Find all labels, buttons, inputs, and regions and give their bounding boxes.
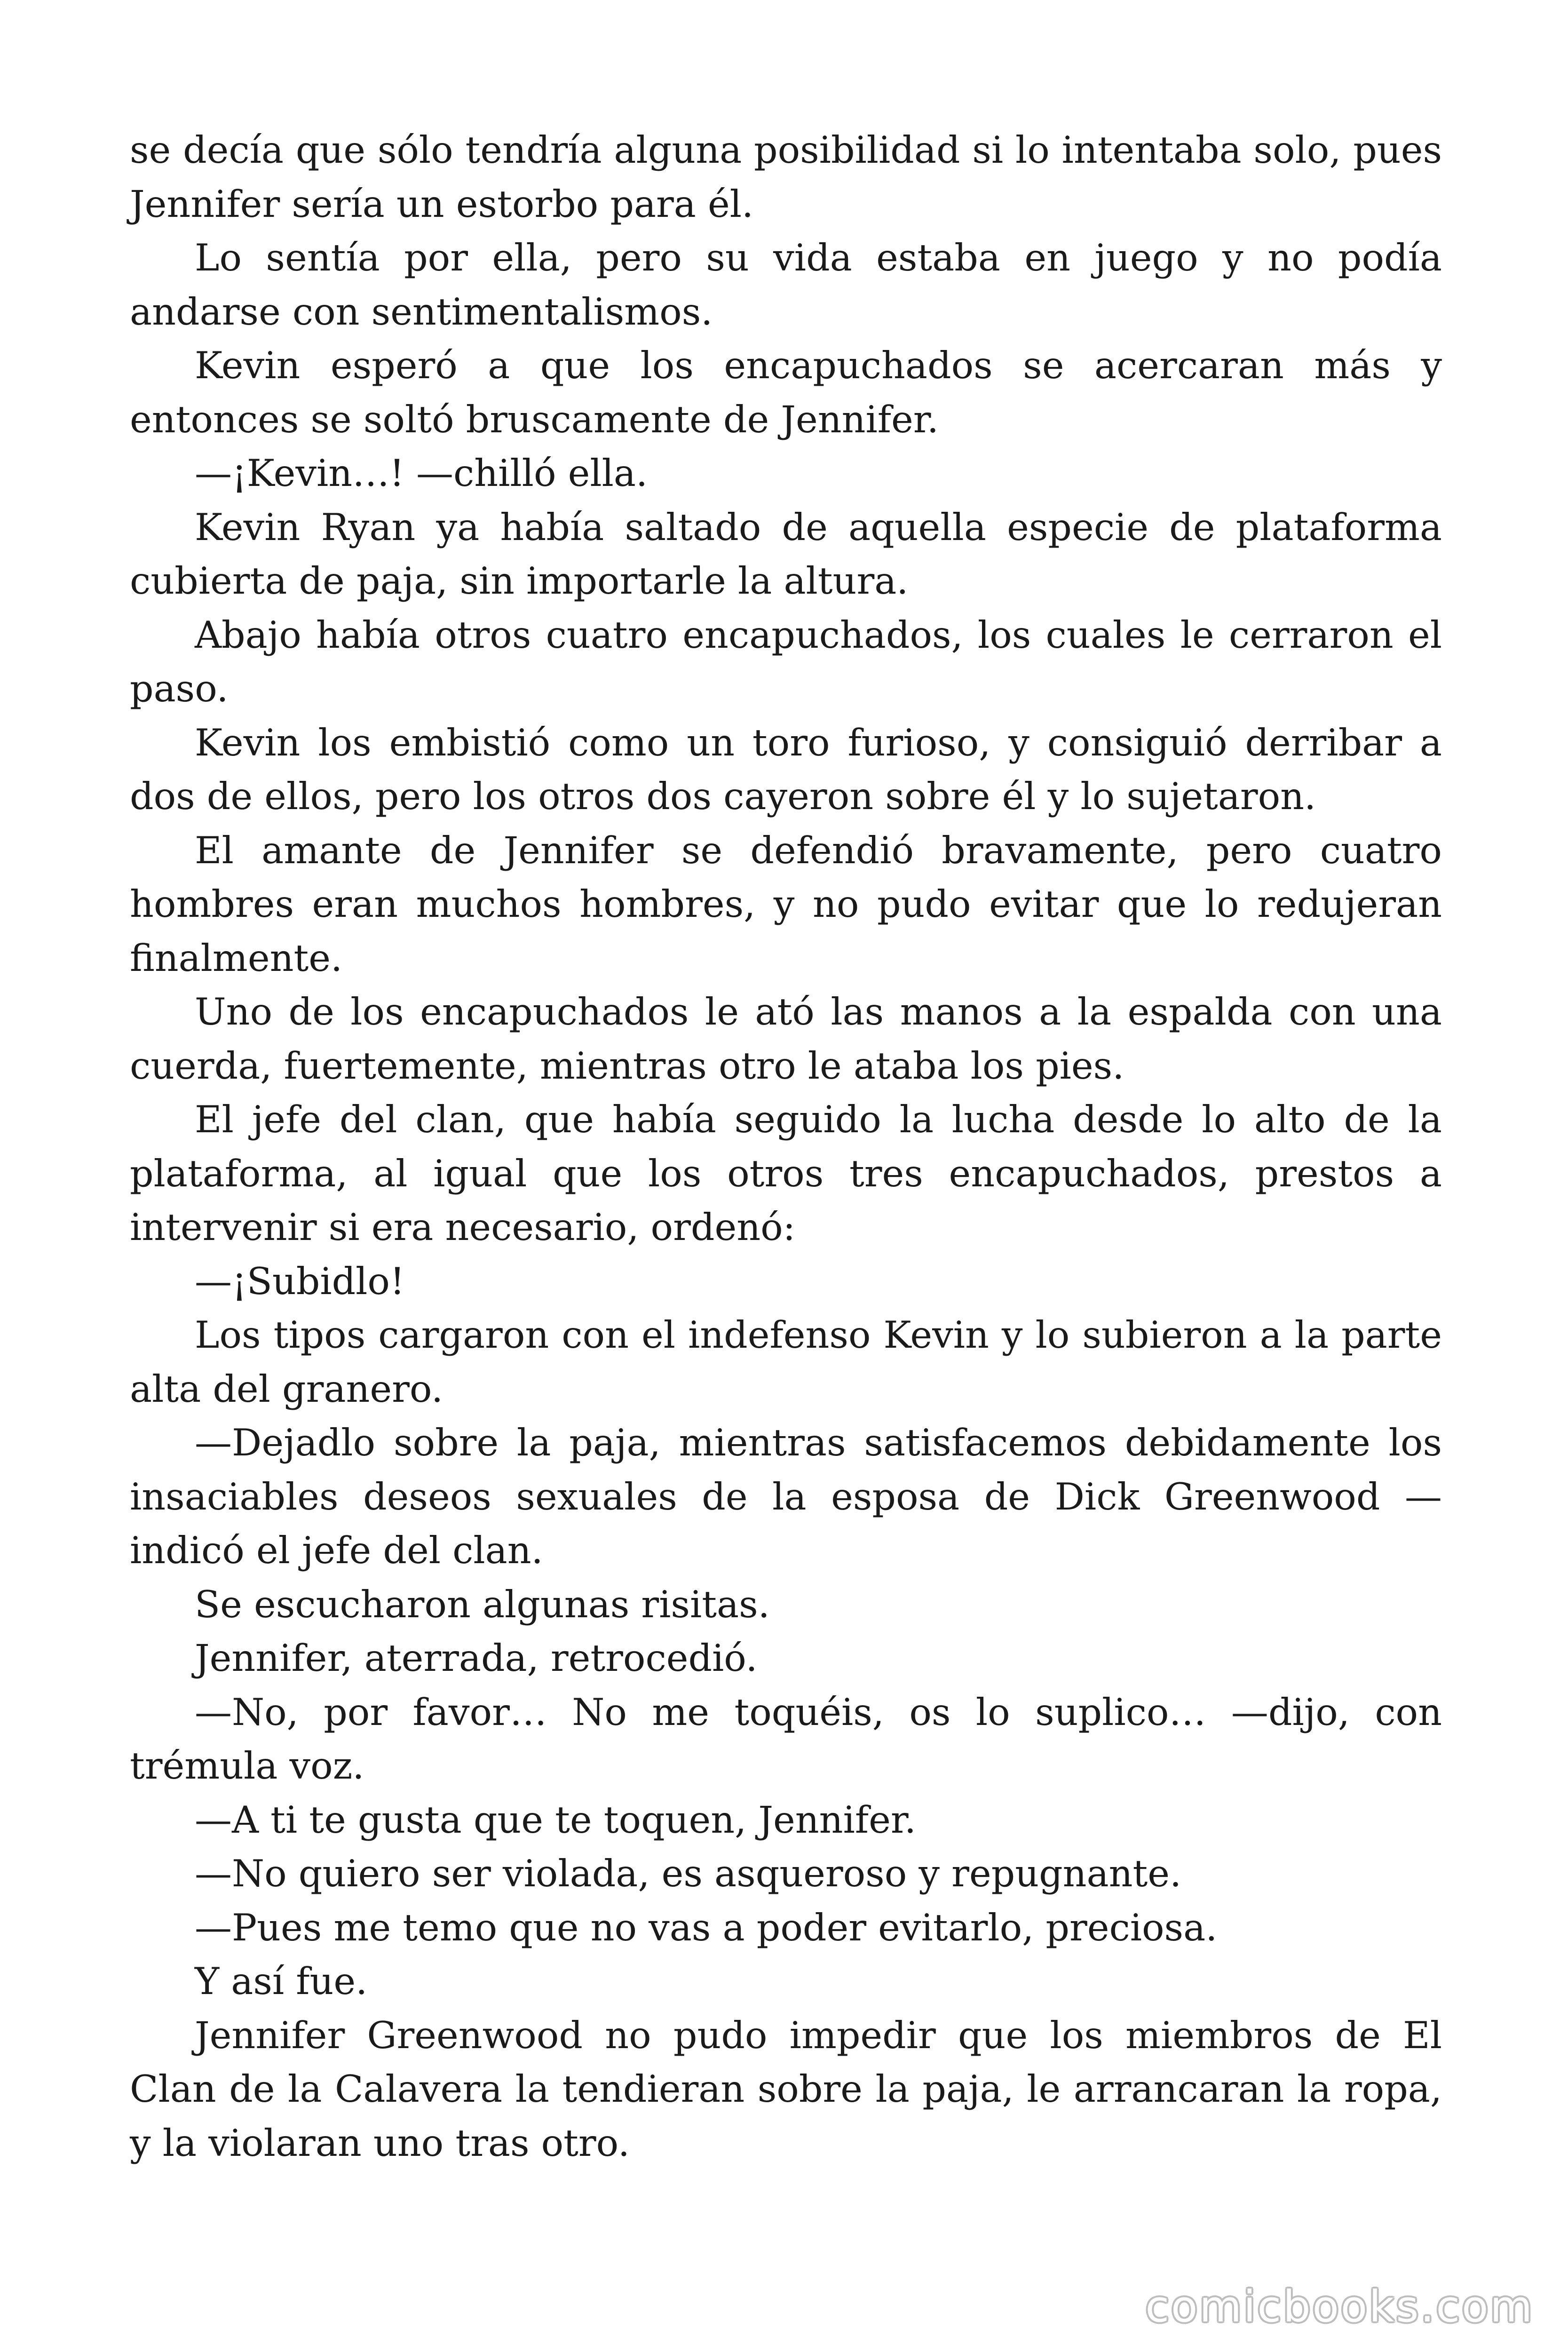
paragraph: —¡Subidlo! (195, 1259, 405, 1303)
paragraph: Jennifer Greenwood no pudo impedir que los miembros de El Clan de la Calavera la tendieran sobre la paja, le arrancaran la ropa, y la violaran uno tras otro. (130, 2013, 1442, 2165)
paragraph: Los tipos cargaron con el indefenso Kevin y lo subieron a la parte alta del granero. (130, 1313, 1442, 1411)
paragraph: Jennifer, aterrada, retrocedió. (195, 1637, 758, 1680)
paragraph: El jefe del clan, que había seguido la lucha desde lo alto de la plataforma, al igual que los otros tres encapuchados, prestos a intervenir si era necesario, ordenó: (130, 1098, 1442, 1249)
paragraph: se decía que sólo tendría alguna posibilidad si lo intentaba solo, pues Jennifer sería un estorbo para él. (130, 128, 1442, 226)
paragraph: Kevin esperó a que los encapuchados se acercaran más y entonces se soltó bruscamente de Jennifer. (130, 344, 1442, 441)
paragraph: —Pues me temo que no vas a poder evitarlo, preciosa. (195, 1906, 1218, 1949)
paragraph: Se escucharon algunas risitas. (195, 1582, 770, 1626)
paragraph: Abajo había otros cuatro encapuchados, los cuales le cerraron el paso. (130, 613, 1442, 710)
paragraph: Lo sentía por ella, pero su vida estaba en juego y no podía andarse con sentimentalismos. (130, 236, 1442, 334)
watermark-text: comicbooks.com (1145, 2281, 1534, 2332)
paragraph: El amante de Jennifer se defendió bravamente, pero cuatro hombres eran muchos hombres, y no pudo evitar que lo redujeran finalmente. (130, 828, 1442, 980)
paragraph: Kevin Ryan ya había saltado de aquella especie de plataforma cubierta de paja, sin importarle la altura. (130, 505, 1442, 603)
paragraph: —No quiero ser violada, es asqueroso y repugnante. (195, 1852, 1182, 1895)
page-body-text (130, 123, 1442, 2170)
paragraph: —A ti te gusta que te toquen, Jennifer. (195, 1798, 917, 1842)
paragraph: Uno de los encapuchados le ató las manos a la espalda con una cuerda, fuertemente, mientras otro le ataba los pies. (130, 990, 1442, 1088)
paragraph: —Dejadlo sobre la paja, mientras satisfacemos debidamente los insaciables deseos sexuales de la esposa de Dick Greenwood — indicó el jefe del clan. (130, 1421, 1442, 1572)
paragraph: Kevin los embistió como un toro furioso, y consiguió derribar a dos de ellos, pero los otros dos cayeron sobre él y lo sujetaron. (130, 721, 1442, 818)
paragraph: Y así fue. (195, 1960, 368, 2003)
paragraph: —¡Kevin…! —chilló ella. (195, 452, 648, 495)
paragraph: —No, por favor… No me toquéis, os lo suplico… —dijo, con trémula voz. (130, 1690, 1442, 1788)
